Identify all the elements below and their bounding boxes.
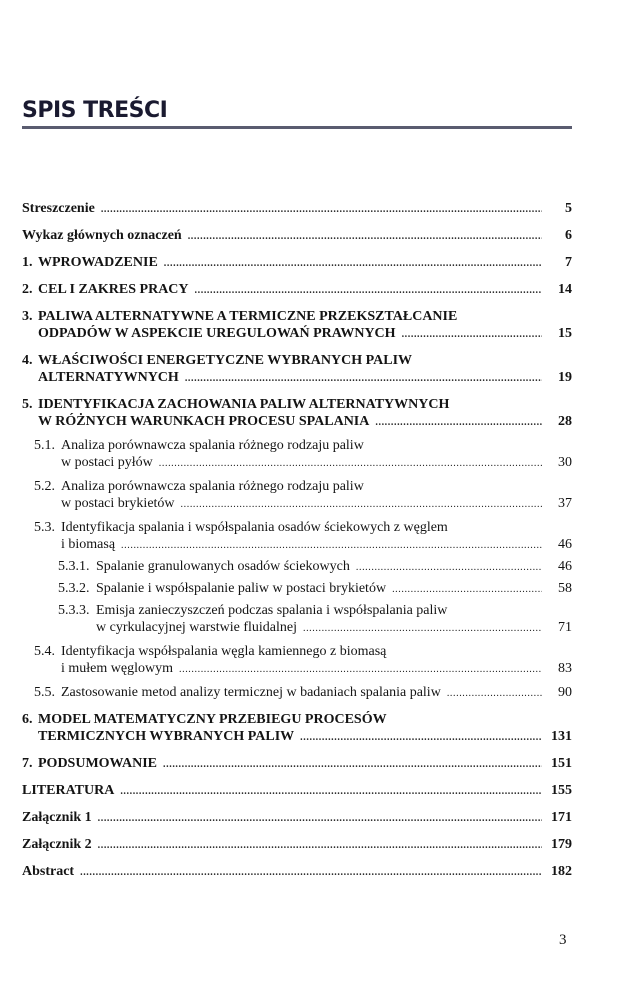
toc-entry-page: 58 <box>558 581 572 596</box>
dot-leader <box>188 228 542 245</box>
toc-entry-title: Emisja zanieczyszczeń podczas spalania i współspalania paliw <box>96 603 448 618</box>
toc-entry-title: Spalanie i współspalanie paliw w postaci brykietów <box>96 581 387 596</box>
toc-entry[interactable] <box>22 863 572 881</box>
dot-leader <box>121 537 542 554</box>
toc-entry[interactable] <box>22 519 572 554</box>
toc-entry-title: TERMICZNYCH WYBRANYCH PALIW <box>38 729 295 744</box>
toc-entry-page: 6 <box>565 228 572 243</box>
dot-leader <box>101 201 542 218</box>
toc-entry[interactable] <box>22 809 572 827</box>
toc-entry-title: PODSUMOWANIE <box>38 756 158 771</box>
toc-entry-title: Abstract <box>22 864 75 879</box>
dot-leader <box>185 370 542 387</box>
toc-entry[interactable] <box>22 782 572 800</box>
toc-entry[interactable] <box>22 352 572 387</box>
toc-entry-page: 46 <box>558 537 572 552</box>
toc-entry-number: 1. <box>22 255 33 270</box>
toc-entry-title: Wykaz głównych oznaczeń <box>22 228 182 243</box>
toc-entry-page: 179 <box>551 837 572 852</box>
toc-entry-title: w postaci brykietów <box>61 496 175 511</box>
toc-entry-number: 7. <box>22 756 33 771</box>
toc-entry-number: 4. <box>22 353 33 368</box>
toc-entry[interactable] <box>22 711 572 746</box>
dot-leader <box>402 326 542 343</box>
page-title: SPIS TREŚCI <box>22 98 168 123</box>
dot-leader <box>447 685 542 702</box>
toc-entry-title: Analiza porównawcza spalania różnego rodzaju paliw <box>61 479 364 494</box>
dot-leader <box>164 255 542 272</box>
toc-entry[interactable] <box>22 437 572 472</box>
dot-leader <box>392 581 542 598</box>
toc-entry-page: 5 <box>565 201 572 216</box>
dot-leader <box>98 810 542 827</box>
toc-entry-title: PALIWA ALTERNATYWNE A TERMICZNE PRZEKSZTAŁCANIE <box>38 309 458 324</box>
toc-entry[interactable] <box>22 558 572 576</box>
toc-entry-number: 5.5. <box>34 685 55 700</box>
toc-entry-number: 5.3. <box>34 520 55 535</box>
toc-entry-title: Streszczenie <box>22 201 95 216</box>
toc-entry-title: Identyfikacja spalania i współspalania osadów ściekowych z węglem <box>61 520 448 535</box>
toc-entry-title: Załącznik 2 <box>22 837 92 852</box>
toc-entry-number: 5.3.1. <box>58 559 90 574</box>
dot-leader <box>163 756 542 773</box>
page-number: 3 <box>559 932 567 948</box>
toc-entry-number: 2. <box>22 282 33 297</box>
dot-leader <box>80 864 542 881</box>
toc-entry-title: w cyrkulacyjnej warstwie fluidalnej <box>96 620 297 635</box>
toc-entry-page: 30 <box>558 455 572 470</box>
toc-entry-page: 7 <box>565 255 572 270</box>
toc-entry-page: 83 <box>558 661 572 676</box>
toc-entry-title: Analiza porównawcza spalania różnego rodzaju paliw <box>61 438 364 453</box>
toc-entry-number: 5.3.3. <box>58 603 90 618</box>
toc-entry[interactable] <box>22 643 572 678</box>
toc-entry-title: WPROWADZENIE <box>38 255 158 270</box>
toc-entry[interactable] <box>22 227 572 245</box>
toc-entry-page: 171 <box>551 810 572 825</box>
dot-leader <box>181 496 542 513</box>
toc-entry-title: CEL I ZAKRES PRACY <box>38 282 189 297</box>
toc-entry-title: W RÓŻNYCH WARUNKACH PROCESU SPALANIA <box>38 414 370 429</box>
toc-entry-page: 14 <box>558 282 572 297</box>
toc-entry-number: 5.2. <box>34 479 55 494</box>
toc-entry-page: 131 <box>551 729 572 744</box>
toc-entry-number: 5.4. <box>34 644 55 659</box>
toc-entry-page: 46 <box>558 559 572 574</box>
toc-entry[interactable] <box>22 836 572 854</box>
toc-entry-title: Identyfikacja współspalania węgla kamiennego z biomasą <box>61 644 387 659</box>
toc-entry-number: 3. <box>22 309 33 324</box>
dot-leader <box>303 620 542 637</box>
toc-entry-title: IDENTYFIKACJA ZACHOWANIA PALIW ALTERNATYWNYCH <box>38 397 450 412</box>
toc-entry[interactable] <box>22 684 572 702</box>
toc-entry-page: 15 <box>558 326 572 341</box>
toc-entry-page: 90 <box>558 685 572 700</box>
toc-entry-page: 71 <box>558 620 572 635</box>
toc-entry-page: 155 <box>551 783 572 798</box>
table-of-contents <box>22 200 572 881</box>
dot-leader <box>159 455 542 472</box>
toc-entry-title: Spalanie granulowanych osadów ściekowych <box>96 559 350 574</box>
toc-entry-page: 182 <box>551 864 572 879</box>
dot-leader <box>356 559 542 576</box>
toc-entry-title: Załącznik 1 <box>22 810 92 825</box>
toc-entry-number: 5.1. <box>34 438 55 453</box>
toc-entry[interactable] <box>22 755 572 773</box>
toc-entry-number: 5.3.2. <box>58 581 90 596</box>
dot-leader <box>195 282 542 299</box>
toc-entry-number: 6. <box>22 712 33 727</box>
toc-entry-title: LITERATURA <box>22 783 115 798</box>
toc-entry-title: i mułem węglowym <box>61 661 173 676</box>
toc-entry-title: WŁAŚCIWOŚCI ENERGETYCZNE WYBRANYCH PALIW <box>38 353 413 368</box>
toc-entry-page: 151 <box>551 756 572 771</box>
toc-entry[interactable] <box>22 478 572 513</box>
toc-entry[interactable] <box>22 602 572 637</box>
toc-entry-page: 28 <box>558 414 572 429</box>
dot-leader <box>179 661 542 678</box>
toc-entry-title: ODPADÓW W ASPEKCIE UREGULOWAŃ PRAWNYCH <box>38 326 396 341</box>
dot-leader <box>375 414 542 431</box>
toc-entry-title: i biomasą <box>61 537 116 552</box>
toc-entry-page: 37 <box>558 496 572 511</box>
toc-entry[interactable] <box>22 580 572 598</box>
toc-entry[interactable] <box>22 200 572 218</box>
toc-entry[interactable] <box>22 396 572 431</box>
dot-leader <box>98 837 542 854</box>
toc-entry-page: 19 <box>558 370 572 385</box>
dot-leader <box>120 783 542 800</box>
toc-entry-title: ALTERNATYWNYCH <box>38 370 179 385</box>
toc-entry-title: MODEL MATEMATYCZNY PRZEBIEGU PROCESÓW <box>38 712 387 727</box>
toc-entry-title: Zastosowanie metod analizy termicznej w badaniach spalania paliw <box>61 685 441 700</box>
toc-entry[interactable] <box>22 308 572 343</box>
toc-entry[interactable] <box>22 254 572 272</box>
toc-entry-number: 5. <box>22 397 33 412</box>
title-underline <box>22 126 572 129</box>
toc-entry[interactable] <box>22 281 572 299</box>
dot-leader <box>300 729 542 746</box>
toc-entry-title: w postaci pyłów <box>61 455 153 470</box>
